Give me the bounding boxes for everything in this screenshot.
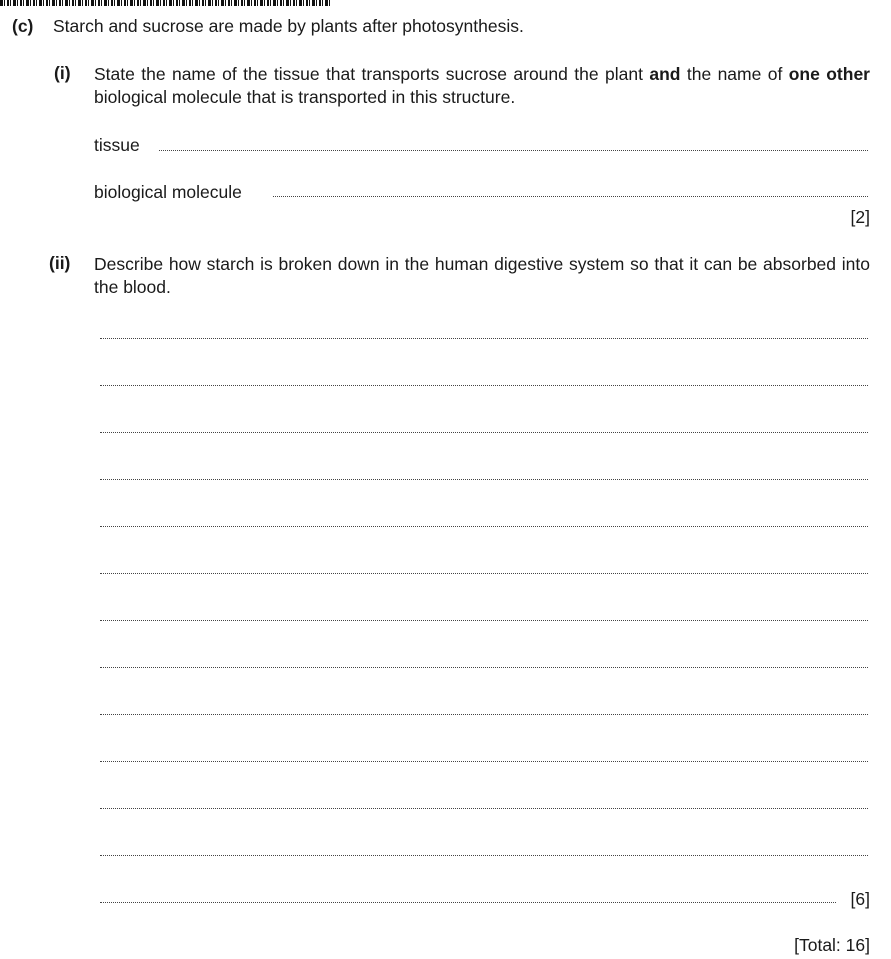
answer-line[interactable]	[100, 338, 868, 339]
tissue-label: tissue	[94, 135, 140, 155]
answer-line[interactable]	[100, 526, 868, 527]
answer-line[interactable]	[100, 714, 868, 715]
answer-line[interactable]	[100, 808, 868, 809]
tissue-answer-line[interactable]	[159, 150, 868, 151]
part-ii-question: Describe how starch is broken down in the human digestive system so that it can be absorbed into the blood.	[94, 254, 870, 297]
part-ii-marks: [6]	[850, 889, 870, 909]
answer-line[interactable]	[100, 573, 868, 574]
answer-line[interactable]	[100, 432, 868, 433]
answer-line[interactable]	[100, 479, 868, 480]
answer-line[interactable]	[100, 667, 868, 668]
molecule-label: biological molecule	[94, 182, 242, 202]
part-i-bold-one-other: one other	[788, 64, 870, 84]
part-c-label: (c)	[12, 16, 34, 36]
answer-line[interactable]	[100, 620, 868, 621]
barcode-strip	[0, 0, 330, 6]
part-i-text-3: biological molecule that is transported in this structure.	[94, 87, 516, 107]
answer-line[interactable]	[100, 855, 868, 856]
answer-line[interactable]	[100, 902, 836, 903]
part-i-label: (i)	[54, 63, 71, 83]
total-marks: [Total: 16]	[794, 935, 870, 955]
part-i-bold-and: and	[649, 64, 681, 84]
part-i-text-1: State the name of the tissue that transports sucrose around the plant	[94, 64, 650, 84]
part-ii-label: (ii)	[49, 253, 71, 273]
part-c-text: Starch and sucrose are made by plants after photosynthesis.	[53, 16, 524, 36]
part-i-marks: [2]	[850, 207, 870, 227]
molecule-answer-line[interactable]	[273, 196, 868, 197]
answer-line[interactable]	[100, 385, 868, 386]
answer-line[interactable]	[100, 761, 868, 762]
part-i-text-2: the name of	[680, 64, 789, 84]
part-i-question	[94, 63, 870, 109]
